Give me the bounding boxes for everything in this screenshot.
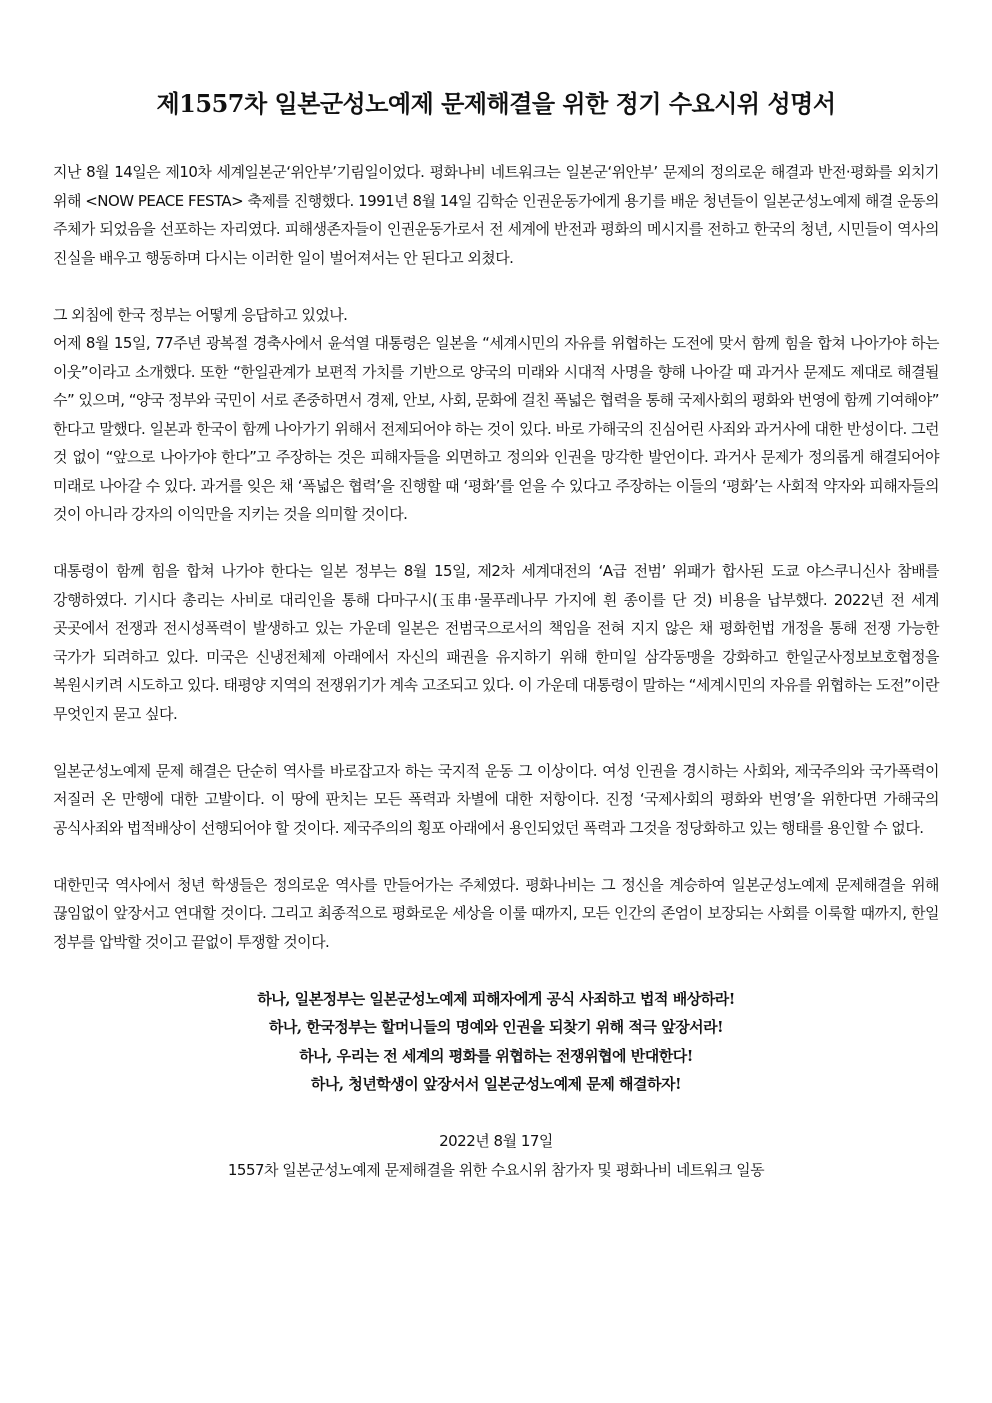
document-signer: 1557차 일본군성노예제 문제해결을 위한 수요시위 참가자 및 평화나비 네트워크 일동	[227, 1160, 765, 1179]
paragraph-2: 그 외침에 한국 정부는 어떻게 응답하고 있었나.	[53, 305, 348, 324]
paragraph-6: 대한민국 역사에서 청년 학생들은 정의로운 역사를 만들어가는 주체였다. 평화나비는 그 정신을 계승하여 일본군성노예제 문제해결을 위해 끊임없이 앞장서고 연대할 것이다. 그리고 최종적으로 평화로운 세상을 이룰 때까지, 모든 인간의 존엄이 보장되는 사회를 이룩할 때까지, 한일 정부를 압박할 것이고 끝없이 투쟁할 것이다.	[53, 875, 939, 951]
statement-document	[53, 88, 939, 1185]
document-footer	[53, 1127, 939, 1185]
slogan-2: 하나, 한국정부는 할머니들의 명예와 인권을 되찾기 위해 적극 앞장서라!	[268, 1018, 724, 1036]
slogan-4: 하나, 청년학생이 앞장서서 일본군성노예제 문제 해결하자!	[310, 1075, 682, 1093]
paragraph-5: 일본군성노예제 문제 해결은 단순히 역사를 바로잡고자 하는 국지적 운동 그 이상이다. 여성 인권을 경시하는 사회와, 제국주의와 국가폭력이 저질러 온 만행에 대한 고발이다. 이 땅에 판치는 모든 폭력과 차별에 대한 저항이다. 진정 ‘국제사회의 평화와 번영’을 위한다면 가해국의 공식사죄와 법적배상이 선행되어야 할 것이다. 제국주의의 횡포 아래에서 용인되었던 폭력과 그것을 정당화하고 있는 행태를 용인할 수 없다.	[53, 761, 939, 837]
slogan-list	[53, 985, 939, 1099]
slogan-3: 하나, 우리는 전 세계의 평화를 위협하는 전쟁위협에 반대한다!	[299, 1046, 693, 1065]
paragraph-3: 어제 8월 15일, 77주년 광복절 경축사에서 윤석열 대통령은 일본을 “세계시민의 자유를 위협하는 도전에 맞서 함께 힘을 합쳐 나아가야 하는 이웃”이라고 소개했다. 또한 “한일관계가 보편적 가치를 기반으로 양국의 미래와 시대적 사명을 향해 나아갈 때 과거사 문제도 제대로 해결될 수” 있으며, “양국 정부와 국민이 서로 존중하면서 경제, 안보, 사회, 문화에 걸친 폭넓은 협력을 통해 국제사회의 평화와 번영에 함께 기여해야” 한다고 말했다. 일본과 한국이 함께 나아가기 위해서 전제되어야 하는 것이 있다. 바로 가해국의 진심어린 사죄와 과거사에 대한 반성이다. 그런 것 없이 “앞으로 나아가야 한다”고 주장하는 것은 피해자들을 외면하고 정의와 인권을 망각한 발언이다. 과거사 문제가 정의롭게 해결되어야 미래로 나아갈 수 있다. 과거를 잊은 채 ‘폭넓은 협력’을 진행할 때 ‘평화’를 얻을 수 있다고 주장하는 이들의 ‘평화’는 사회적 약자와 피해자들의 것이 아니라 강자의 이익만을 지키는 것을 의미할 것이다.	[53, 334, 939, 523]
paragraph-1: 지난 8월 14일은 제10차 세계일본군‘위안부’기림일이었다. 평화나비 네트워크는 일본군‘위안부’ 문제의 정의로운 해결과 반전·평화를 외치기 위해 <NOW PEACE FESTA> 축제를 진행했다. 1991년 8월 14일 김학순 인권운동가에게 용기를 배운 청년들이 일본군성노예제 해결 운동의 주체가 되었음을 선포하는 자리였다. 피해생존자들이 인권운동가로서 전 세계에 반전과 평화의 메시지를 전하고 한국의 청년, 시민들이 역사의 진실을 배우고 행동하며 다시는 이러한 일이 벌어져서는 안 된다고 외쳤다.	[53, 163, 939, 267]
slogan-1: 하나, 일본정부는 일본군성노예제 피해자에게 공식 사죄하고 법적 배상하라!	[257, 989, 735, 1008]
document-title: 제1557차 일본군성노예제 문제해결을 위한 정기 수요시위 성명서	[156, 89, 836, 118]
document-date: 2022년 8월 17일	[439, 1131, 553, 1150]
paragraph-4: 대통령이 함께 힘을 합쳐 나가야 한다는 일본 정부는 8월 15일, 제2차 세계대전의 ‘A급 전범’ 위패가 합사된 도쿄 야스쿠니신사 참배를 강행하였다. 기시다 총리는 사비로 대리인을 통해 다마구시(玉串·물푸레나무 가지에 흰 종이를 단 것) 비용을 납부했다. 2022년 전 세계 곳곳에서 전쟁과 전시성폭력이 발생하고 있는 가운데 일본은 전범국으로서의 책임을 전혀 지지 않은 채 평화헌법 개정을 통해 전쟁 가능한 국가가 되려하고 있다. 미국은 신냉전체제 아래에서 자신의 패권을 유지하기 위해 한미일 삼각동맹을 강화하고 한일군사정보보호협정을 복원시키려 시도하고 있다. 태평양 지역의 전쟁위기가 계속 고조되고 있다. 이 가운데 대통령이 말하는 “세계시민의 자유를 위협하는 도전”이란 무엇인지 묻고 싶다.	[53, 562, 939, 723]
